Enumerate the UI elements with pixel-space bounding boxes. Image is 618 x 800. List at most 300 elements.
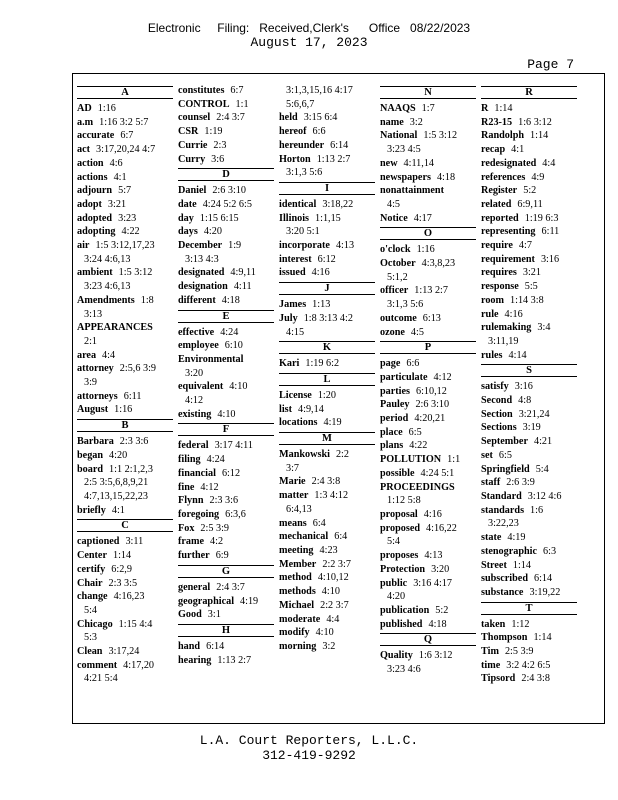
- index-term: references: [481, 171, 526, 183]
- index-term: require: [481, 240, 513, 252]
- index-entry: [77, 590, 173, 604]
- index-entry: [481, 321, 577, 335]
- index-refs: 1:19: [204, 126, 223, 138]
- index-refs: 1:9: [228, 240, 242, 252]
- index-entry: [178, 326, 274, 340]
- index-entry: [279, 312, 375, 326]
- index-refs-continued: 5:1,2: [387, 271, 408, 283]
- index-term: proposes: [380, 550, 419, 562]
- index-term: officer: [380, 285, 409, 297]
- index-entry: [481, 659, 577, 673]
- index-term: response: [481, 281, 519, 293]
- index-refs: 6:14: [206, 640, 225, 652]
- index-refs: 1:14: [112, 550, 132, 562]
- index-refs: 1:6: [530, 504, 544, 516]
- section-letter: H: [178, 624, 274, 637]
- index-entry: [279, 489, 375, 503]
- index-entry: [178, 494, 274, 508]
- index-refs: 2:4 3:8: [311, 476, 341, 488]
- filing-stamp: Electronic Filing: Received,Clerk's Office 08/22/2023: [147, 21, 471, 35]
- index-term: staff: [481, 477, 501, 489]
- index-refs-continued: 3:7: [286, 462, 300, 474]
- index-term: further: [178, 550, 210, 562]
- index-refs: 1:15 4:4: [118, 618, 153, 630]
- index-refs: 6:3,6: [225, 508, 246, 520]
- index-entry: [380, 212, 476, 226]
- index-term: fine: [178, 481, 195, 493]
- section-letter: F: [178, 423, 274, 436]
- index-refs: 6:9,11: [517, 198, 543, 210]
- index-entry: [77, 294, 173, 308]
- index-refs-continued: 3:13 4:3: [185, 253, 219, 265]
- index-entry: [77, 390, 173, 404]
- index-refs-continued: 3:1,3 5:6: [286, 167, 323, 179]
- index-entry: [279, 416, 375, 430]
- index-term: act: [77, 144, 91, 156]
- index-entry: [380, 171, 476, 185]
- index-term: satisfy: [481, 381, 509, 393]
- index-refs: 4:13: [335, 240, 355, 252]
- index-term: reported: [481, 212, 519, 224]
- index-column-4: [380, 84, 476, 677]
- index-term: modify: [279, 627, 310, 639]
- index-refs: 4:8: [518, 395, 532, 407]
- index-term: area: [77, 349, 97, 361]
- index-refs: 1:12: [511, 618, 530, 630]
- index-entry: [279, 613, 375, 627]
- index-term: possible: [380, 467, 415, 479]
- index-refs: 1:5 3:12: [118, 267, 153, 279]
- index-term: APPEARANCES: [77, 322, 153, 334]
- index-entry: [481, 645, 577, 659]
- index-term: Thompson: [481, 632, 528, 644]
- index-term: representing: [481, 226, 536, 238]
- index-term: Center: [77, 550, 107, 562]
- index-term: o'clock: [380, 244, 411, 256]
- index-term: ozone: [380, 326, 405, 338]
- index-refs-continued: 3:22,23: [488, 518, 519, 530]
- index-term: briefly: [77, 504, 106, 516]
- index-term: hearing: [178, 654, 212, 666]
- index-refs: 1:13: [312, 299, 331, 311]
- index-refs: 4:16: [423, 508, 442, 520]
- index-entry: [178, 535, 274, 549]
- index-term: date: [178, 198, 197, 210]
- index-refs: 2:4 3:8: [521, 673, 550, 685]
- index-refs: 4:17: [413, 212, 432, 224]
- index-entry: [380, 481, 476, 495]
- index-refs: 5:7: [118, 185, 132, 197]
- index-refs: 1:13 2:7: [217, 654, 252, 666]
- index-refs: 6:7: [230, 85, 244, 96]
- index-refs: 1:14: [530, 130, 549, 142]
- index-refs: 6:10,12: [416, 385, 447, 397]
- index-entry: [481, 490, 577, 504]
- section-letter: D: [178, 168, 274, 181]
- index-refs: 1:19 6:2: [305, 358, 340, 370]
- index-entry: [77, 198, 173, 212]
- index-entry: [178, 84, 274, 98]
- index-term: morning: [279, 640, 317, 652]
- index-refs: 3:21: [522, 267, 541, 279]
- index-entry: [77, 157, 173, 171]
- index-refs: 1:16: [416, 244, 435, 256]
- index-term: CSR: [178, 126, 199, 138]
- index-term: Fox: [178, 522, 195, 534]
- index-term: Tim: [481, 646, 499, 658]
- index-entry: [380, 312, 476, 326]
- index-refs: 1:1 2:1,2,3: [109, 463, 153, 475]
- section-letter: Q: [380, 633, 476, 646]
- index-term: published: [380, 618, 423, 630]
- index-refs: 3:12 4:6: [527, 490, 562, 502]
- index-refs-continued: 4:12: [185, 395, 204, 407]
- index-column-5: [481, 84, 577, 686]
- index-term: requires: [481, 267, 517, 279]
- index-entry: [279, 571, 375, 585]
- index-entry: [481, 225, 577, 239]
- index-refs: 4:18: [428, 618, 447, 630]
- index-entry: [178, 408, 274, 422]
- index-entry: [380, 439, 476, 453]
- index-refs: 2:6 3:10: [212, 185, 246, 197]
- index-entry: [77, 129, 173, 143]
- index-term: held: [279, 112, 298, 124]
- index-refs: 4:19: [323, 417, 342, 429]
- index-term: ambient: [77, 267, 113, 279]
- index-refs-continued: 5:3: [84, 632, 98, 644]
- index-entry: [178, 225, 274, 239]
- index-entry: [77, 225, 173, 239]
- index-term: Chicago: [77, 618, 113, 630]
- index-term: December: [178, 240, 223, 252]
- index-refs: 6:6: [406, 358, 420, 370]
- index-entry: [481, 212, 577, 226]
- index-refs: 4:10: [315, 627, 334, 639]
- index-entry: [481, 184, 577, 198]
- index-refs: 4:16: [311, 267, 330, 279]
- index-entry: [380, 243, 476, 257]
- footer-phone: 312-419-9292: [262, 748, 356, 763]
- index-term: July: [279, 312, 298, 324]
- index-refs: 4:12: [433, 371, 452, 383]
- section-letter: M: [279, 432, 375, 445]
- index-entry: [77, 143, 173, 157]
- index-entry: [178, 353, 274, 367]
- index-term: captioned: [77, 536, 120, 548]
- index-term: Flynn: [178, 495, 204, 507]
- index-entry: [279, 626, 375, 640]
- index-entry: [380, 577, 476, 591]
- index-refs: 6:4: [334, 531, 348, 543]
- index-term: place: [380, 426, 403, 438]
- index-refs: 1:14 3:8: [510, 294, 544, 306]
- index-entry: [380, 157, 476, 171]
- index-term: different: [178, 294, 216, 306]
- index-term: rules: [481, 349, 503, 361]
- index-refs: 3:21: [107, 198, 127, 210]
- index-refs: 1:14: [512, 559, 531, 571]
- index-refs: 4:11,14: [403, 157, 435, 169]
- index-entry: [481, 572, 577, 586]
- index-term: outcome: [380, 312, 417, 324]
- index-refs: 1:7: [421, 103, 435, 114]
- index-refs-continued: 5:4: [387, 536, 401, 548]
- index-term: page: [380, 358, 401, 370]
- index-refs: 1:3 4:12: [314, 490, 349, 502]
- index-term: counsel: [178, 112, 211, 124]
- index-refs: 6:9: [215, 550, 229, 562]
- index-entry: [77, 618, 173, 632]
- index-refs: 6:3: [543, 545, 557, 557]
- index-entry: [279, 198, 375, 212]
- index-entry: [178, 508, 274, 522]
- section-letter: E: [178, 310, 274, 323]
- index-entry: [380, 116, 476, 130]
- index-refs: 2:5,6 3:9: [119, 363, 157, 375]
- index-entry: [178, 153, 274, 167]
- index-entry: [279, 530, 375, 544]
- index-term: recap: [481, 144, 506, 156]
- index-refs: 4:5: [410, 326, 424, 338]
- index-refs: 4:10: [321, 586, 340, 598]
- transcript-date: August 17, 2023: [250, 35, 368, 50]
- index-refs-continued: 4:5: [387, 198, 401, 210]
- index-entry: [77, 659, 173, 673]
- index-refs: 2:4 3:7: [216, 581, 245, 593]
- index-entry: [481, 394, 577, 408]
- index-term: October: [380, 258, 416, 270]
- index-entry: [178, 98, 274, 112]
- index-entry: [380, 467, 476, 481]
- index-refs: 1:16: [114, 404, 133, 416]
- index-term: subscribed: [481, 573, 528, 585]
- index-term: related: [481, 198, 512, 210]
- index-refs: 1:16 3:2 5:7: [99, 116, 149, 128]
- index-refs: 3:1: [207, 609, 221, 621]
- index-refs: 4:10: [229, 381, 248, 393]
- index-entry: [178, 139, 274, 153]
- index-term: James: [279, 299, 307, 311]
- index-entry: [279, 139, 375, 153]
- index-entry: [77, 549, 173, 563]
- index-refs: 2:6 3:10: [415, 399, 450, 411]
- index-refs: 6:6: [312, 126, 326, 138]
- index-entry: [380, 426, 476, 440]
- index-refs: 3:19,22: [529, 586, 561, 598]
- index-term: actions: [77, 171, 108, 183]
- index-term: Daniel: [178, 185, 207, 197]
- index-entry: [279, 153, 375, 167]
- index-term: Street: [481, 559, 507, 571]
- index-refs: 6:13: [422, 312, 441, 324]
- index-entry: [380, 184, 476, 198]
- index-term: Register: [481, 185, 518, 197]
- index-refs: 4:6: [109, 157, 123, 169]
- index-entry: [178, 467, 274, 481]
- index-refs: 2:3 3:6: [209, 495, 239, 507]
- index-term: Illinois: [279, 212, 310, 224]
- index-term: parties: [380, 385, 410, 397]
- section-letter: C: [77, 519, 173, 532]
- index-term: methods: [279, 586, 316, 598]
- index-term: particulate: [380, 371, 428, 383]
- index-entry: [178, 581, 274, 595]
- index-refs: 4:18: [436, 171, 456, 183]
- index-refs-continued: 2:1: [84, 335, 98, 347]
- index-refs: 1:1: [235, 98, 249, 110]
- index-entry: [77, 362, 173, 376]
- index-entry: [279, 253, 375, 267]
- index-frame: [72, 73, 605, 724]
- index-entry: [481, 266, 577, 280]
- index-refs: 3:17,20,24 4:7: [96, 144, 156, 156]
- index-refs: 6:14: [534, 573, 553, 585]
- index-entry: [380, 398, 476, 412]
- index-refs: 1:1: [447, 454, 461, 466]
- index-entry: [77, 403, 173, 417]
- index-refs: 1:20: [317, 389, 336, 401]
- index-term: adjourn: [77, 185, 113, 197]
- index-refs-continued: 3:9: [84, 377, 98, 389]
- index-term: new: [380, 157, 398, 169]
- index-entry: [178, 481, 274, 495]
- index-entry: [481, 631, 577, 645]
- index-entry: [481, 463, 577, 477]
- index-entry: [380, 357, 476, 371]
- index-term: Marie: [279, 476, 306, 488]
- index-refs-continued: 3:1,3 5:6: [387, 299, 424, 311]
- index-refs-continued: 3:24 4:6,13: [84, 253, 131, 265]
- index-refs: 4:4: [542, 157, 556, 169]
- index-term: AD: [77, 103, 92, 114]
- index-term: rule: [481, 308, 499, 320]
- index-entry: [178, 266, 274, 280]
- index-entry: [279, 599, 375, 613]
- index-term: National: [380, 130, 418, 142]
- index-term: general: [178, 581, 211, 593]
- index-entry: [481, 116, 577, 130]
- index-refs: 5:2: [435, 604, 449, 616]
- index-term: geographical: [178, 595, 235, 607]
- index-entry: [380, 412, 476, 426]
- index-entry: [481, 253, 577, 267]
- index-term: adopting: [77, 226, 116, 238]
- index-entry: [77, 239, 173, 253]
- index-entry: [77, 212, 173, 226]
- index-term: foregoing: [178, 508, 220, 520]
- index-term: NAAQS: [380, 103, 416, 114]
- index-refs: 4:16,22: [426, 522, 457, 534]
- index-refs: 6:5: [498, 449, 512, 461]
- index-term: attorneys: [77, 390, 118, 402]
- index-refs: 4:22: [121, 226, 140, 238]
- index-term: Notice: [380, 212, 408, 224]
- index-refs: 2:6 3:9: [506, 477, 535, 489]
- index-entry: [279, 448, 375, 462]
- index-entry: [77, 504, 173, 518]
- page-number: Page 7: [527, 57, 574, 72]
- index-refs: 5:2: [523, 185, 537, 197]
- index-term: public: [380, 577, 408, 589]
- index-term: filing: [178, 454, 201, 466]
- index-refs: 3:16 4:17: [413, 577, 452, 589]
- index-term: interest: [279, 253, 312, 265]
- index-refs: 3:2: [409, 116, 423, 128]
- index-refs: 3:16: [514, 381, 533, 393]
- index-refs: 4:1: [511, 144, 525, 156]
- index-refs: 2:3 3:6: [119, 436, 149, 448]
- index-term: equivalent: [178, 381, 224, 393]
- index-term: August: [77, 404, 109, 416]
- index-refs: 2:2: [335, 449, 349, 461]
- index-term: hereof: [279, 126, 307, 138]
- index-entry: [279, 389, 375, 403]
- index-term: period: [380, 413, 409, 425]
- index-term: Sections: [481, 422, 517, 434]
- index-term: Michael: [279, 599, 315, 611]
- index-refs-continued: 6:4,13: [286, 503, 312, 515]
- index-refs: 2:2 3:7: [320, 599, 349, 611]
- index-entry: [77, 321, 173, 335]
- index-refs: 1:14: [494, 103, 513, 114]
- index-refs: 1:16: [97, 103, 116, 114]
- index-entry: [279, 266, 375, 280]
- section-letter: I: [279, 182, 375, 195]
- index-refs: 3:20: [431, 563, 450, 575]
- index-refs: 3:17,24: [108, 646, 140, 658]
- index-entry: [77, 645, 173, 659]
- index-term: day: [178, 212, 194, 224]
- index-entry: [380, 129, 476, 143]
- index-entry: [77, 116, 173, 130]
- index-refs-continued: 3:23 4:6: [387, 664, 421, 676]
- index-entry: [77, 435, 173, 449]
- section-letter: J: [279, 282, 375, 295]
- index-entry: [481, 143, 577, 157]
- index-entry: [178, 608, 274, 622]
- index-refs: 3:11: [125, 536, 144, 548]
- index-term: matter: [279, 490, 309, 502]
- index-entry: [77, 184, 173, 198]
- index-term: moderate: [279, 613, 321, 625]
- index-entry: [77, 349, 173, 363]
- index-term: comment: [77, 659, 118, 671]
- index-refs: 4:12: [200, 481, 219, 493]
- index-entry: [178, 198, 274, 212]
- index-refs: 4:3,8,23: [421, 258, 456, 270]
- index-refs: 3:2 4:2 6:5: [506, 659, 551, 671]
- index-entry: [279, 403, 375, 417]
- index-refs: 4:14: [508, 349, 527, 361]
- index-refs: 6:4: [312, 517, 326, 529]
- index-refs: 4:1: [113, 171, 127, 183]
- index-term: POLLUTION: [380, 454, 442, 466]
- index-refs: 4:10: [217, 408, 236, 420]
- index-entry: [481, 449, 577, 463]
- index-term: existing: [178, 408, 212, 420]
- index-term: state: [481, 532, 502, 544]
- index-refs-continued: 4:21 5:4: [84, 673, 118, 685]
- index-refs-continued: 3:23 4:5: [387, 144, 421, 156]
- index-refs: 2:5 3:9: [504, 646, 534, 658]
- index-entry: [481, 308, 577, 322]
- index-refs: 1:5 3:12: [423, 130, 458, 142]
- index-entry: [380, 522, 476, 536]
- index-term: room: [481, 294, 505, 306]
- index-entry: [279, 475, 375, 489]
- index-entry: [380, 549, 476, 563]
